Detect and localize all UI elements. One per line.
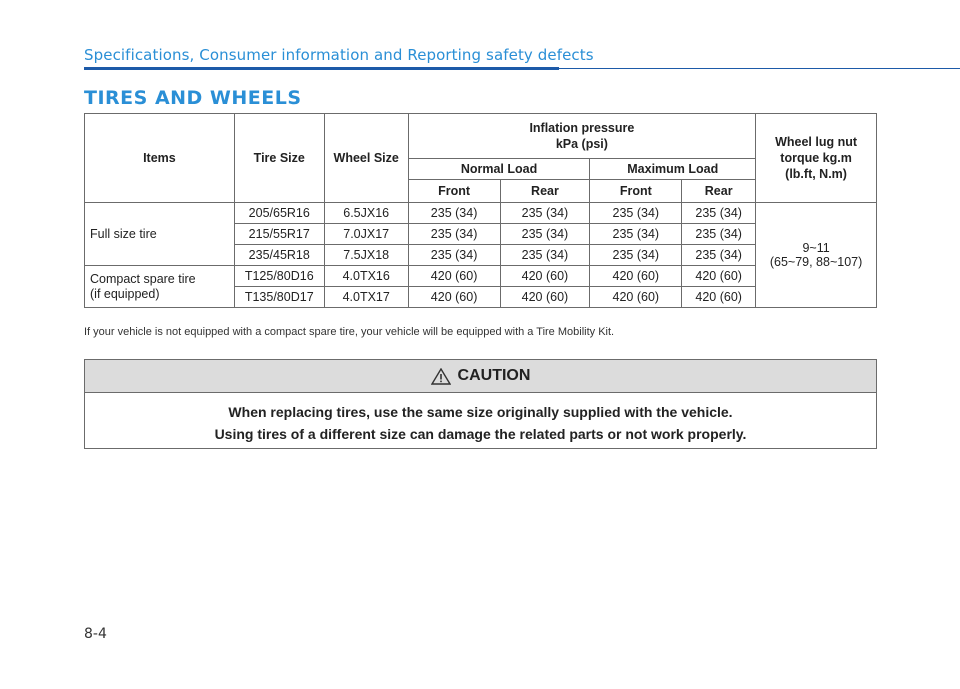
tire-mobility-note: If your vehicle is not equipped with a compact spare tire, your vehicle will be equipped with a Tire Mobility Kit. bbox=[84, 326, 615, 338]
wheel-size-cell: 6.5JX16 bbox=[324, 203, 408, 224]
tire-size-cell: 205/65R16 bbox=[234, 203, 324, 224]
caution-body bbox=[85, 393, 876, 445]
col-header-lug-nut bbox=[756, 114, 877, 203]
header-rule-thin bbox=[559, 68, 960, 69]
row-label-full-size: Full size tire bbox=[85, 203, 235, 266]
warning-triangle-icon bbox=[431, 368, 451, 385]
normal-rear-cell: 420 (60) bbox=[500, 266, 590, 287]
normal-front-cell: 420 (60) bbox=[408, 266, 500, 287]
table-row bbox=[85, 203, 877, 224]
normal-front-cell: 235 (34) bbox=[408, 245, 500, 266]
col-header-normal-rear: Rear bbox=[500, 180, 590, 203]
inflation-line1: Inflation pressure bbox=[529, 121, 635, 135]
normal-front-cell: 235 (34) bbox=[408, 203, 500, 224]
caution-line1: When replacing tires, use the same size originally supplied with the vehicle. bbox=[228, 404, 733, 420]
wheel-size-cell: 4.0TX17 bbox=[324, 287, 408, 308]
normal-front-cell: 235 (34) bbox=[408, 224, 500, 245]
header-rule-thick bbox=[84, 67, 559, 70]
caution-box bbox=[84, 359, 877, 449]
tire-spec-table bbox=[84, 113, 877, 308]
col-header-normal-load: Normal Load bbox=[408, 159, 590, 180]
col-header-tire-size: Tire Size bbox=[234, 114, 324, 203]
page-number: 8-4 bbox=[84, 626, 107, 642]
tire-size-cell: T135/80D17 bbox=[234, 287, 324, 308]
col-header-max-front: Front bbox=[590, 180, 682, 203]
max-front-cell: 420 (60) bbox=[590, 266, 682, 287]
tire-size-cell: 215/55R17 bbox=[234, 224, 324, 245]
row-label-compact-spare bbox=[85, 266, 235, 308]
tire-size-cell: 235/45R18 bbox=[234, 245, 324, 266]
max-front-cell: 235 (34) bbox=[590, 224, 682, 245]
normal-rear-cell: 235 (34) bbox=[500, 224, 590, 245]
chapter-header: Specifications, Consumer information and Reporting safety defects bbox=[84, 46, 594, 64]
normal-rear-cell: 420 (60) bbox=[500, 287, 590, 308]
header-rule bbox=[84, 67, 960, 70]
wheel-size-cell: 4.0TX16 bbox=[324, 266, 408, 287]
normal-front-cell: 420 (60) bbox=[408, 287, 500, 308]
wheel-size-cell: 7.0JX17 bbox=[324, 224, 408, 245]
max-front-cell: 420 (60) bbox=[590, 287, 682, 308]
lug-value-line2: (65~79, 88~107) bbox=[769, 255, 863, 269]
max-rear-cell: 235 (34) bbox=[682, 245, 756, 266]
lug-line3: (lb.ft, N.m) bbox=[785, 167, 847, 181]
lug-line2: torque kg.m bbox=[780, 151, 852, 165]
caution-title: CAUTION bbox=[457, 367, 531, 384]
max-rear-cell: 235 (34) bbox=[682, 224, 756, 245]
col-header-wheel-size: Wheel Size bbox=[324, 114, 408, 203]
wheel-size-cell: 7.5JX18 bbox=[324, 245, 408, 266]
max-rear-cell: 420 (60) bbox=[682, 287, 756, 308]
col-header-maximum-load: Maximum Load bbox=[590, 159, 756, 180]
col-header-items: Items bbox=[85, 114, 235, 203]
lug-line1: Wheel lug nut bbox=[775, 135, 858, 149]
inflation-line2: kPa (psi) bbox=[555, 137, 608, 151]
caution-header bbox=[85, 360, 876, 393]
col-header-inflation bbox=[408, 114, 755, 159]
max-rear-cell: 420 (60) bbox=[682, 266, 756, 287]
lug-nut-value bbox=[756, 203, 877, 308]
max-front-cell: 235 (34) bbox=[590, 245, 682, 266]
section-title: TIRES AND WHEELS bbox=[84, 87, 302, 109]
tire-size-cell: T125/80D16 bbox=[234, 266, 324, 287]
normal-rear-cell: 235 (34) bbox=[500, 245, 590, 266]
col-header-max-rear: Rear bbox=[682, 180, 756, 203]
max-rear-cell: 235 (34) bbox=[682, 203, 756, 224]
col-header-normal-front: Front bbox=[408, 180, 500, 203]
lug-value-line1: 9~11 bbox=[802, 241, 830, 255]
normal-rear-cell: 235 (34) bbox=[500, 203, 590, 224]
caution-line2: Using tires of a different size can damage the related parts or not work properly. bbox=[214, 426, 747, 442]
compact-line1: Compact spare tire bbox=[90, 271, 196, 286]
max-front-cell: 235 (34) bbox=[590, 203, 682, 224]
compact-line2: (if equipped) bbox=[90, 286, 160, 301]
